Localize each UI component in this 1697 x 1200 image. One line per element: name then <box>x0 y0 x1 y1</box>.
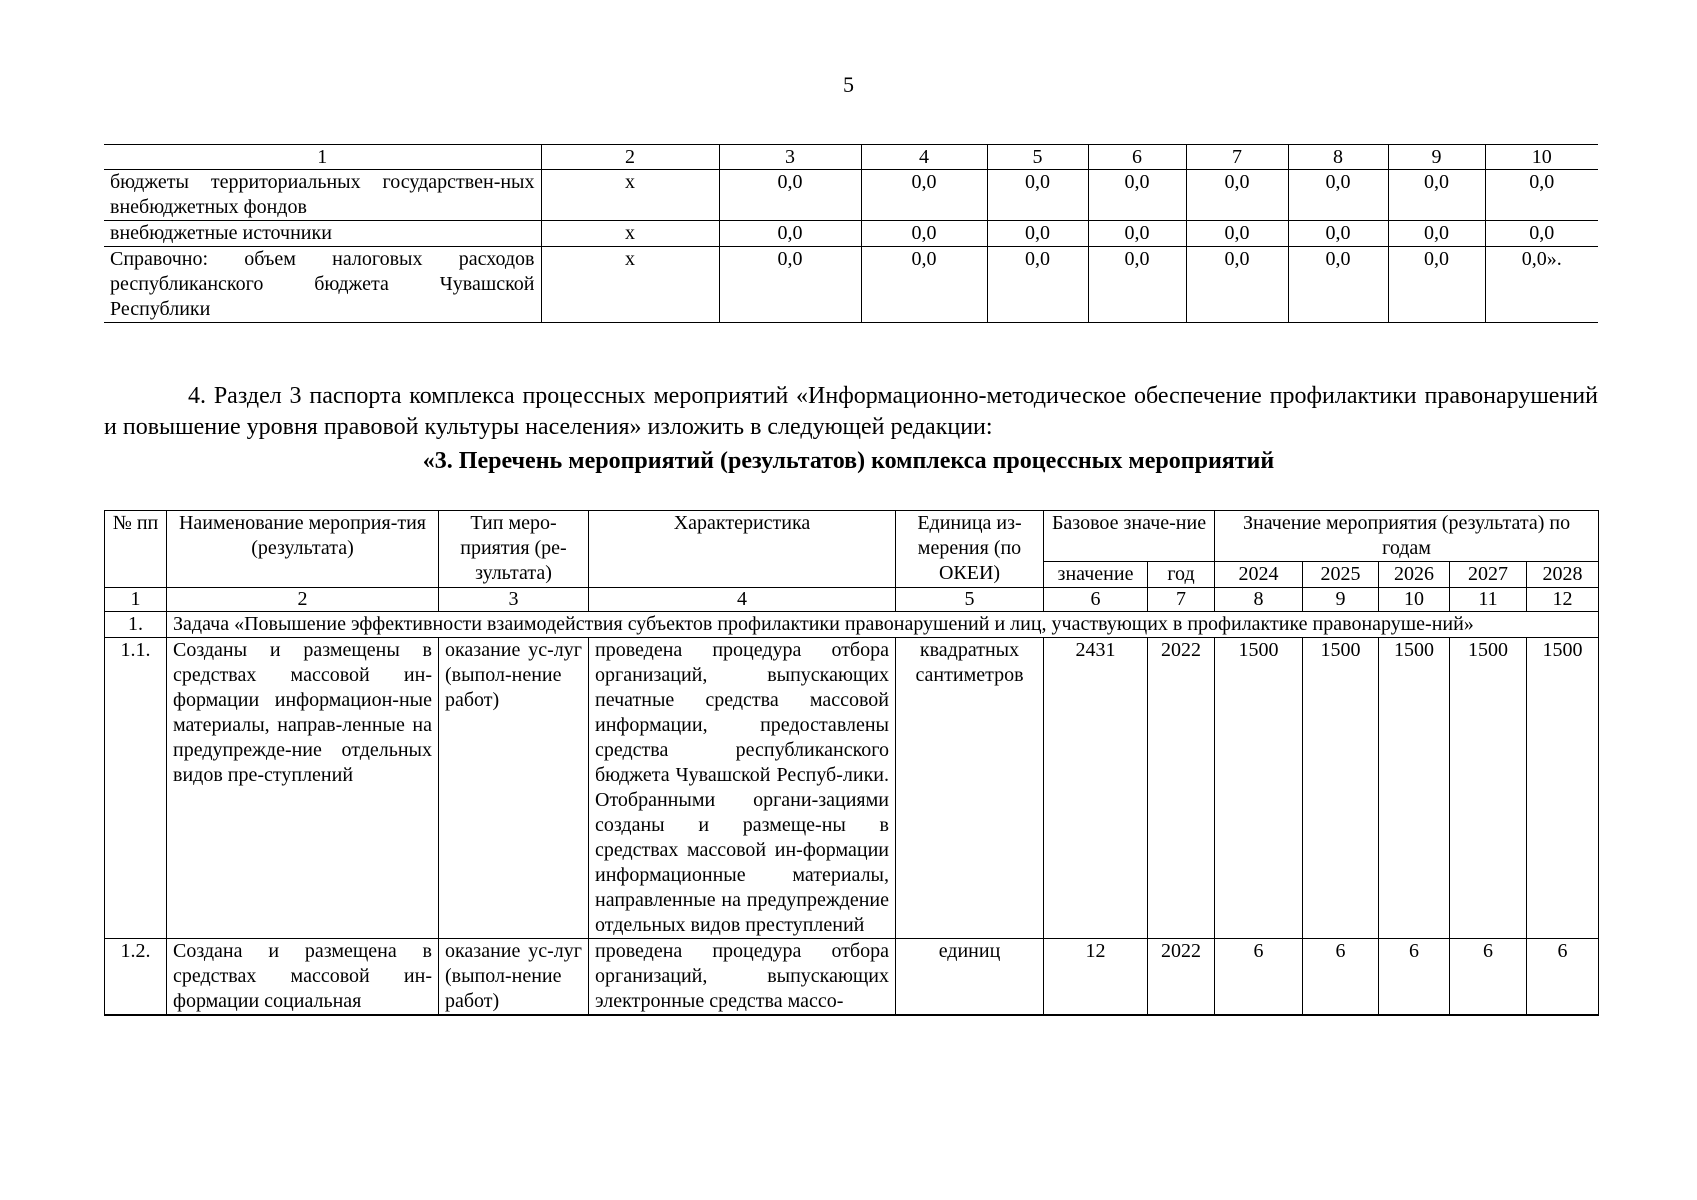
column-number: 2 <box>167 588 439 612</box>
column-number: 1 <box>104 145 541 170</box>
cell-value: 0,0 <box>861 221 987 247</box>
header-by-years: Значение мероприятия (результата) по годам <box>1215 511 1599 562</box>
row-base-value: 12 <box>1044 939 1148 1016</box>
table-row <box>104 170 1598 221</box>
cell-value: 0,0 <box>1088 247 1186 323</box>
row-label: бюджеты территориальных государствен-ных внебюджетных фондов <box>104 170 541 221</box>
column-number: 11 <box>1450 588 1527 612</box>
column-number: 8 <box>1215 588 1303 612</box>
row-year-value: 6 <box>1450 939 1527 1016</box>
header-year: 2027 <box>1450 562 1527 588</box>
table-header-row <box>105 511 1599 562</box>
row-year-value: 6 <box>1303 939 1379 1016</box>
column-number: 3 <box>439 588 589 612</box>
header-characteristic: Характеристика <box>589 511 896 588</box>
header-num: № пп <box>105 511 167 588</box>
header-name: Наименование мероприя-тия (результата) <box>167 511 439 588</box>
column-number: 12 <box>1527 588 1599 612</box>
column-numbers-row <box>105 588 1599 612</box>
column-number: 3 <box>719 145 861 170</box>
header-base: Базовое значе-ние <box>1044 511 1215 562</box>
row-base-year: 2022 <box>1148 638 1215 939</box>
cell-value: 0,0 <box>1088 221 1186 247</box>
column-number: 10 <box>1379 588 1450 612</box>
header-base-value: значение <box>1044 562 1148 588</box>
cell-value: 0,0 <box>1388 170 1485 221</box>
section-heading: «3. Перечень мероприятий (результатов) комплекса процессных мероприятий <box>422 448 1275 474</box>
row-unit: единиц <box>896 939 1044 1016</box>
column-number: 2 <box>541 145 719 170</box>
task-row <box>105 612 1599 638</box>
cell-value: 0,0 <box>1186 170 1288 221</box>
cell-value: х <box>541 170 719 221</box>
column-number: 7 <box>1148 588 1215 612</box>
header-base-year: год <box>1148 562 1215 588</box>
cell-value: 0,0 <box>1186 221 1288 247</box>
cell-value: 0,0 <box>719 170 861 221</box>
activities-table <box>104 510 1599 1016</box>
column-number: 1 <box>105 588 167 612</box>
row-name: Создана и размещена в средствах массовой ин-формации социальная <box>167 939 439 1016</box>
column-number: 5 <box>987 145 1088 170</box>
row-label: Справочно: объем налоговых расходов республиканского бюджета Чувашской Республики <box>104 247 541 323</box>
table-row <box>104 221 1598 247</box>
row-year-value: 1500 <box>1379 638 1450 939</box>
table-row <box>105 939 1599 1016</box>
row-characteristic: проведена процедура отбора организаций, выпускающих печатные средства массовой информации, предоставлены средства республиканского бюджета Чувашской Респуб-лики. Отобранными органи-зациями созданы и размеще-ны в средствах массовой ин-формации информационные материалы, направленные на предупреждение отдельных видов преступлений <box>589 638 896 939</box>
table-header-row <box>104 145 1598 170</box>
column-number: 6 <box>1088 145 1186 170</box>
header-year: 2025 <box>1303 562 1379 588</box>
column-number: 6 <box>1044 588 1148 612</box>
column-number: 9 <box>1303 588 1379 612</box>
funding-table <box>104 144 1598 323</box>
column-number: 4 <box>861 145 987 170</box>
cell-value: х <box>541 247 719 323</box>
cell-value: 0,0 <box>987 170 1088 221</box>
header-year: 2028 <box>1527 562 1599 588</box>
row-name: Созданы и размещены в средствах массовой ин-формации информацион-ные материалы, направ-ленные на предупрежде-ние отдельных видов пре-ступлений <box>167 638 439 939</box>
cell-value: 0,0 <box>861 170 987 221</box>
task-text: Задача «Повышение эффективности взаимодействия субъектов профилактики правонарушений и лиц, участвующих в профилактике правонаруше-ний» <box>167 612 1599 638</box>
row-label: внебюджетные источники <box>104 221 541 247</box>
cell-value: 0,0 <box>1088 170 1186 221</box>
cell-value: 0,0 <box>1186 247 1288 323</box>
cell-value: 0,0 <box>1388 221 1485 247</box>
header-unit: Единица из-мерения (по ОКЕИ) <box>896 511 1044 588</box>
cell-value: 0,0 <box>1485 170 1598 221</box>
row-year-value: 6 <box>1527 939 1599 1016</box>
cell-value: 0,0 <box>1288 247 1388 323</box>
row-year-value: 1500 <box>1215 638 1303 939</box>
row-type: оказание ус-луг (выпол-нение работ) <box>439 638 589 939</box>
row-type: оказание ус-луг (выпол-нение работ) <box>439 939 589 1016</box>
cell-value: 0,0 <box>1288 221 1388 247</box>
table-row <box>105 638 1599 939</box>
row-num: 1.1. <box>105 638 167 939</box>
task-num: 1. <box>105 612 167 638</box>
column-number: 8 <box>1288 145 1388 170</box>
cell-value: х <box>541 221 719 247</box>
column-number: 4 <box>589 588 896 612</box>
row-characteristic: проведена процедура отбора организаций, выпускающих электронные средства массо- <box>589 939 896 1016</box>
row-year-value: 1500 <box>1450 638 1527 939</box>
row-base-year: 2022 <box>1148 939 1215 1016</box>
cell-value: 0,0 <box>1485 221 1598 247</box>
cell-value: 0,0 <box>719 221 861 247</box>
row-year-value: 6 <box>1215 939 1303 1016</box>
body-paragraph: 4. Раздел 3 паспорта комплекса процессных мероприятий «Информационно-методическое обеспечение профилактики правонарушений и повышение уровня правовой культуры населения» изложить в следующей редакции: <box>104 383 1598 440</box>
row-base-value: 2431 <box>1044 638 1148 939</box>
header-type: Тип меро-приятия (ре-зультата) <box>439 511 589 588</box>
row-year-value: 6 <box>1379 939 1450 1016</box>
column-number: 10 <box>1485 145 1598 170</box>
page-number: 5 <box>843 72 854 97</box>
row-unit: квадратных сантиметров <box>896 638 1044 939</box>
cell-value: 0,0 <box>987 247 1088 323</box>
row-year-value: 1500 <box>1303 638 1379 939</box>
header-year: 2024 <box>1215 562 1303 588</box>
column-number: 7 <box>1186 145 1288 170</box>
column-number: 9 <box>1388 145 1485 170</box>
cell-value: 0,0 <box>719 247 861 323</box>
column-number: 5 <box>896 588 1044 612</box>
cell-value: 0,0». <box>1485 247 1598 323</box>
row-year-value: 1500 <box>1527 638 1599 939</box>
cell-value: 0,0 <box>861 247 987 323</box>
header-year: 2026 <box>1379 562 1450 588</box>
row-num: 1.2. <box>105 939 167 1016</box>
cell-value: 0,0 <box>1388 247 1485 323</box>
table-row <box>104 247 1598 323</box>
cell-value: 0,0 <box>1288 170 1388 221</box>
cell-value: 0,0 <box>987 221 1088 247</box>
